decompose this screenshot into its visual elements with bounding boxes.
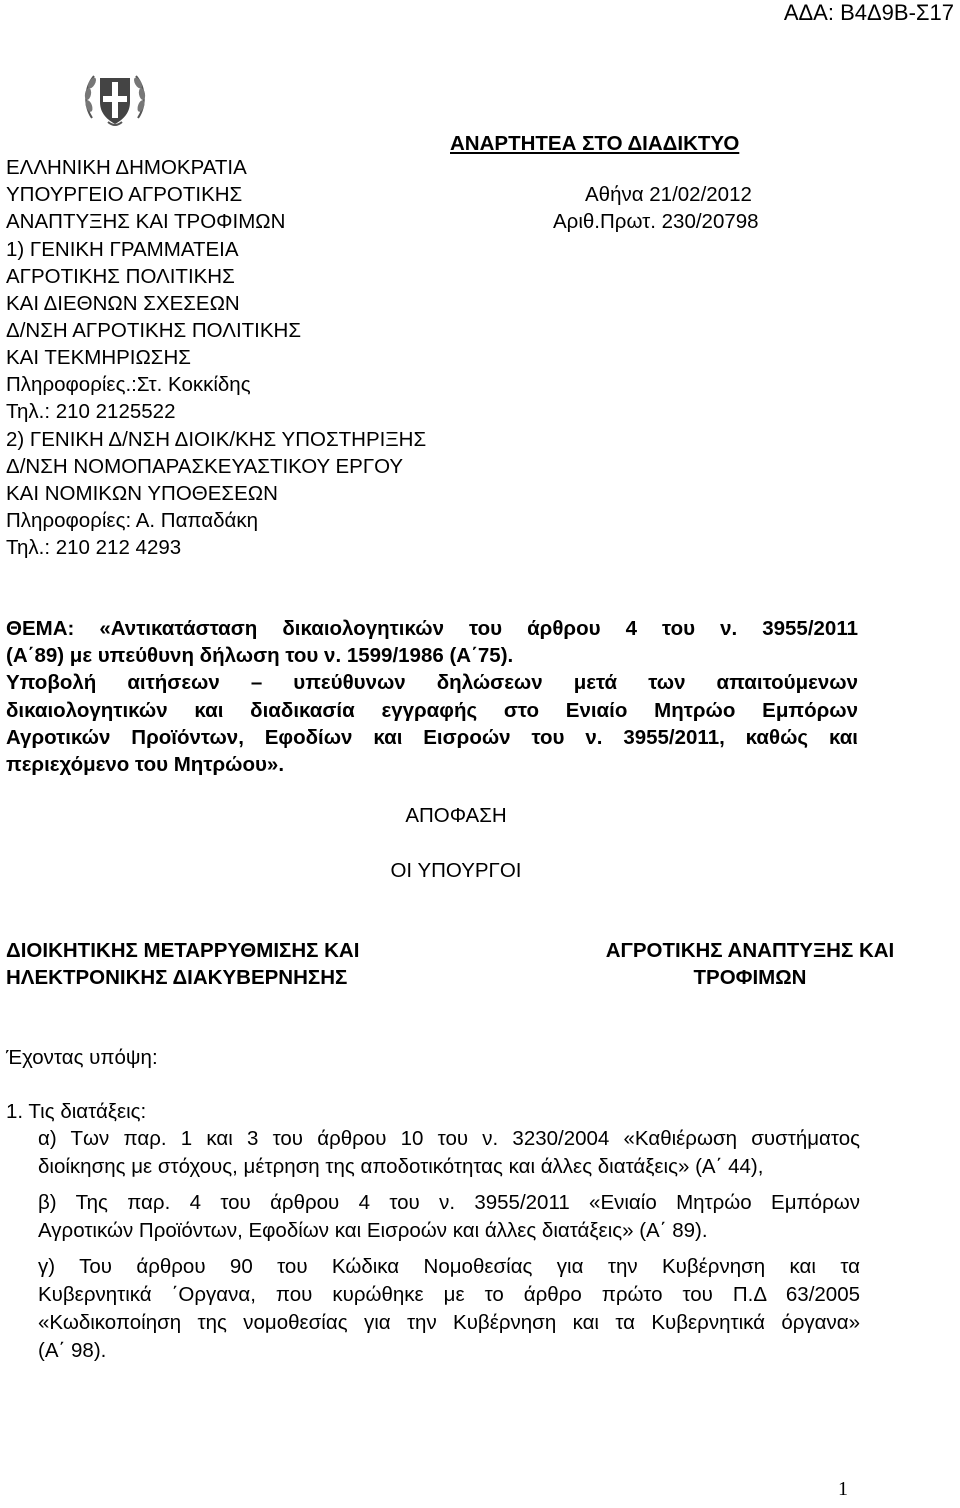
- greek-emblem-icon: [82, 66, 148, 132]
- issuer-line: Δ/ΝΣΗ ΑΓΡΟΤΙΚΗΣ ΠΟΛΙΤΙΚΗΣ: [6, 319, 302, 342]
- item-b-line: Αγροτικών Προϊόντων, Εφοδίων και Εισροών και άλλες διατάξεις» (Α΄ 89).: [38, 1219, 708, 1242]
- ministry-right: ΤΡΟΦΙΜΩΝ: [693, 966, 807, 989]
- issuer-line: Πληροφορίες: Α. Παπαδάκη: [6, 509, 259, 532]
- issuer-line: ΑΓΡΟΤΙΚΗΣ ΠΟΛΙΤΙΚΗΣ: [6, 265, 235, 288]
- issuer-line: ΑΝΑΠΤΥΞΗΣ ΚΑΙ ΤΡΟΦΙΜΩΝ: [6, 210, 286, 233]
- ministry-left: ΗΛΕΚΤΡΟΝΙΚΗΣ ΔΙΑΚΥΒΕΡΝΗΣΗΣ: [6, 966, 348, 989]
- item-b-line: β) Της παρ. 4 του άρθρου 4 του ν. 3955/2011 «Ενιαίο Μητρώο Εμπόρων: [38, 1191, 860, 1214]
- subject-line: ΘΕΜΑ: «Αντικατάσταση δικαιολογητικών του άρθρου 4 του ν. 3955/2011: [6, 617, 858, 640]
- issuer-line: ΚΑΙ ΝΟΜΙΚΩΝ ΥΠΟΘΕΣΕΩΝ: [6, 482, 278, 505]
- page-number: 1: [838, 1478, 848, 1500]
- ministry-left: ΔΙΟΙΚΗΤΙΚΗΣ ΜΕΤΑΡΡΥΘΜΙΣΗΣ ΚΑΙ: [6, 939, 360, 962]
- ministry-right: ΑΓΡΟΤΙΚΗΣ ΑΝΑΠΤΥΞΗΣ ΚΑΙ: [605, 939, 895, 962]
- item-c-line: (Α΄ 98).: [38, 1339, 107, 1362]
- item-c-line: Κυβερνητικά ΄Οργανα, που κυρώθηκε με το άρθρο πρώτο του Π.Δ 63/2005: [38, 1283, 860, 1306]
- issuer-line: Τηλ.: 210 2125522: [6, 400, 176, 423]
- subject-line: δικαιολογητικών και διαδικασία εγγραφής στο Ενιαίο Μητρώο Εμπόρων: [6, 699, 858, 722]
- date-line: Αθήνα 21/02/2012: [585, 183, 752, 206]
- issuer-line: Τηλ.: 210 212 4293: [6, 536, 182, 559]
- issuer-line: ΥΠΟΥΡΓΕΙΟ ΑΓΡΟΤΙΚΗΣ: [6, 183, 243, 206]
- subject-line: Αγροτικών Προϊόντων, Εφοδίων και Εισροών του ν. 3955/2011, καθώς και: [6, 726, 858, 749]
- item-a-line: διοίκησης με στόχους, μέτρηση της αποδοτικότητας και άλλες διατάξεις» (Α΄ 44),: [38, 1155, 764, 1178]
- issuer-line: ΚΑΙ ΤΕΚΜΗΡΙΩΣΗΣ: [6, 346, 191, 369]
- issuer-line: ΕΛΛΗΝΙΚΗ ΔΗΜΟΚΡΑΤΙΑ: [6, 156, 247, 179]
- item-a-line: α) Των παρ. 1 και 3 του άρθρου 10 του ν. 3230/2004 «Καθιέρωση συστήματος: [38, 1127, 860, 1150]
- decision-title: ΑΠΟΦΑΣΗ: [405, 804, 507, 827]
- ministers-heading: ΟΙ ΥΠΟΥΡΓΟΙ: [390, 859, 522, 882]
- considering-heading: Έχοντας υπόψη:: [6, 1046, 158, 1069]
- subject-line: περιεχόμενο του Μητρώου».: [6, 753, 285, 776]
- subject-line: Υποβολή αιτήσεων – υπεύθυνων δηλώσεων μετά των απαιτούμενων: [6, 671, 858, 694]
- issuer-line: 2) ΓΕΝΙΚΗ Δ/ΝΣΗ ΔΙΟΙΚ/ΚΗΣ ΥΠΟΣΤΗΡΙΞΗΣ: [6, 428, 427, 451]
- issuer-line: 1) ΓΕΝΙΚΗ ΓΡΑΜΜΑΤΕΙΑ: [6, 238, 239, 261]
- issuer-line: ΚΑΙ ΔΙΕΘΝΩΝ ΣΧΕΣΕΩΝ: [6, 292, 240, 315]
- issuer-line: Δ/ΝΣΗ ΝΟΜΟΠΑΡΑΣΚΕΥΑΣΤΙΚΟΥ ΕΡΓΟΥ: [6, 455, 404, 478]
- subject-line: (Α΄89) με υπεύθυνη δήλωση του ν. 1599/1986 (Α΄75).: [6, 644, 514, 667]
- item-c-line: «Κωδικοποίηση της νομοθεσίας για την Κυβέρνηση και τα Κυβερνητικά όργανα»: [38, 1311, 860, 1334]
- post-online-notice: ΑΝΑΡΤΗΤΕΑ ΣΤΟ ΔΙΑΔΙΚΤΥΟ: [450, 132, 740, 155]
- item-1-heading: 1. Τις διατάξεις:: [6, 1100, 147, 1123]
- issuer-line: Πληροφορίες.:Στ. Κοκκίδης: [6, 373, 251, 396]
- protocol-number: Αριθ.Πρωτ. 230/20798: [553, 210, 759, 233]
- ada-code: ΑΔΑ: Β4Δ9Β-Σ17: [783, 0, 954, 25]
- item-c-line: γ) Του άρθρου 90 του Κώδικα Νομοθεσίας για την Κυβέρνηση και τα: [38, 1255, 860, 1278]
